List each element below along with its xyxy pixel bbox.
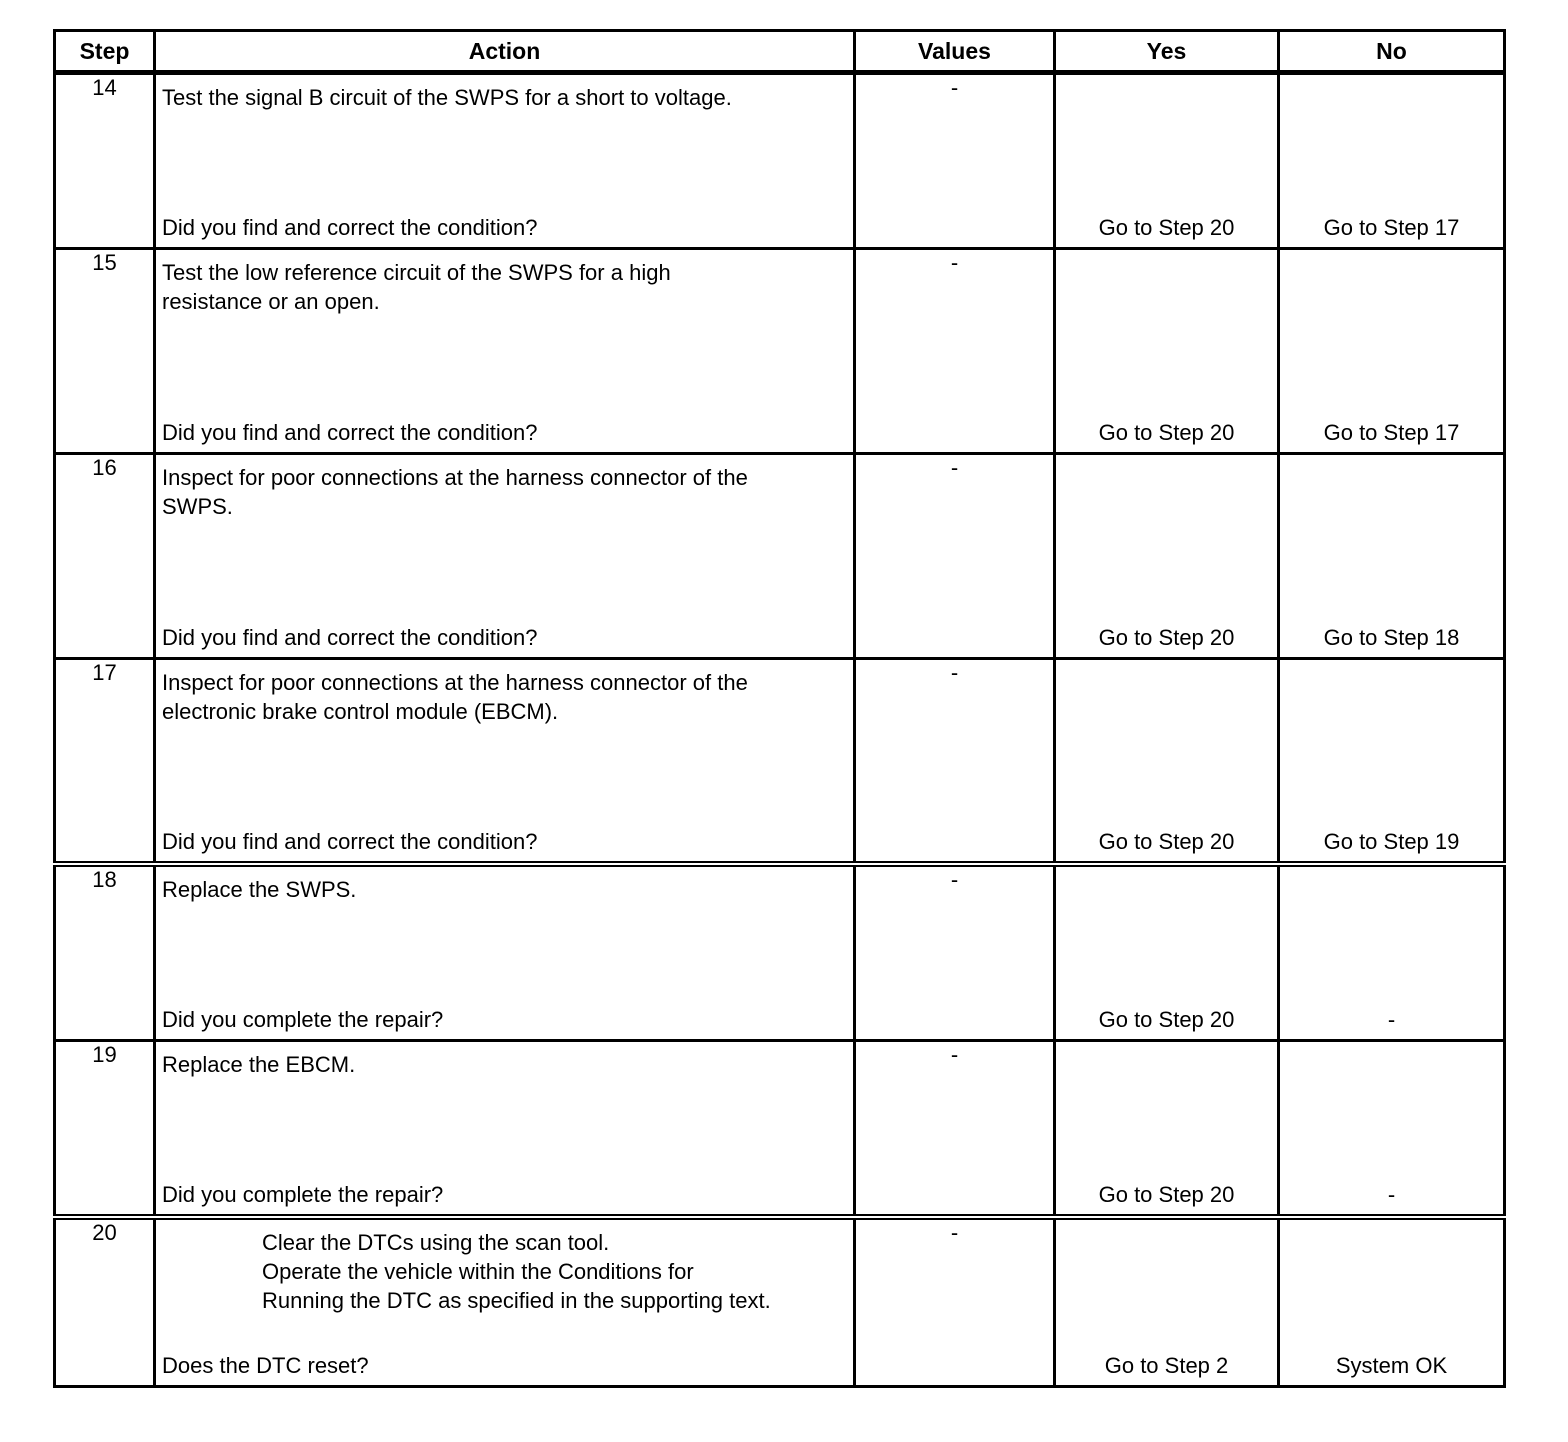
action-cell	[155, 659, 855, 864]
action-instruction	[162, 83, 845, 112]
yes-result: Go to Step 20	[1098, 1181, 1235, 1207]
action-line: Inspect for poor connections at the harness connector of the	[162, 670, 748, 695]
step-number: 17	[55, 659, 155, 864]
yes-result: Go to Step 20	[1098, 1007, 1235, 1032]
yes-cell	[1055, 864, 1279, 1041]
no-result: Go to Step 18	[1323, 625, 1460, 650]
action-instruction	[162, 875, 845, 904]
yes-cell	[1055, 1041, 1279, 1217]
yes-cell	[1055, 73, 1279, 249]
values-cell: -	[855, 659, 1055, 864]
action-cell	[155, 864, 855, 1041]
no-result: -	[1387, 1007, 1396, 1032]
no-cell	[1279, 1041, 1505, 1217]
table-row	[55, 659, 1505, 864]
no-result: Go to Step 19	[1323, 828, 1460, 854]
action-line: Operate the vehicle within the Conditions for	[262, 1258, 694, 1284]
no-cell	[1279, 249, 1505, 454]
action-question: Did you find and correct the condition?	[162, 625, 538, 650]
no-cell	[1279, 864, 1505, 1041]
action-instruction	[162, 258, 845, 316]
action-instruction	[262, 1228, 847, 1315]
step-number: 19	[55, 1041, 155, 1217]
header-yes: Yes	[1055, 31, 1279, 73]
action-question: Does the DTC reset?	[162, 1353, 369, 1378]
table-row	[55, 454, 1505, 659]
action-cell	[155, 73, 855, 249]
action-cell	[155, 249, 855, 454]
action-line: Clear the DTCs using the scan tool.	[262, 1229, 610, 1255]
no-result: System OK	[1335, 1353, 1448, 1378]
action-line: Replace the EBCM.	[162, 1052, 356, 1077]
no-result: Go to Step 17	[1323, 215, 1460, 240]
header-action: Action	[155, 31, 855, 73]
header-no: No	[1279, 31, 1505, 73]
diagnostic-table	[53, 29, 1506, 1388]
values-cell: -	[855, 73, 1055, 249]
action-line: Test the signal B circuit of the SWPS for a short to voltage.	[162, 85, 732, 110]
yes-result: Go to Step 20	[1098, 215, 1235, 240]
yes-cell	[1055, 249, 1279, 454]
action-instruction	[162, 1050, 845, 1079]
action-question: Did you find and correct the condition?	[162, 828, 538, 854]
table-row	[55, 249, 1505, 454]
action-instruction	[162, 463, 845, 521]
values-cell: -	[855, 454, 1055, 659]
no-result: Go to Step 17	[1323, 420, 1460, 445]
action-question: Did you complete the repair?	[162, 1181, 444, 1207]
action-line: Inspect for poor connections at the harness connector of the	[162, 465, 748, 490]
step-number: 15	[55, 249, 155, 454]
yes-result: Go to Step 2	[1104, 1353, 1229, 1378]
yes-result: Go to Step 20	[1098, 420, 1235, 445]
values-cell: -	[855, 249, 1055, 454]
values-cell: -	[855, 864, 1055, 1041]
values-cell: -	[855, 1041, 1055, 1217]
values-cell: -	[855, 1217, 1055, 1387]
action-line: Test the low reference circuit of the SWPS for a high	[162, 260, 671, 285]
table-row	[55, 1217, 1505, 1387]
table-row	[55, 73, 1505, 249]
action-line: Running the DTC as specified in the supporting text.	[262, 1287, 771, 1313]
yes-cell	[1055, 1217, 1279, 1387]
step-number: 16	[55, 454, 155, 659]
table-row	[55, 864, 1505, 1041]
yes-result: Go to Step 20	[1098, 828, 1235, 854]
action-line: electronic brake control module (EBCM).	[162, 699, 559, 724]
action-cell	[155, 454, 855, 659]
action-question: Did you complete the repair?	[162, 1007, 444, 1032]
header-step: Step	[55, 31, 155, 73]
action-line: resistance or an open.	[162, 289, 380, 314]
action-question: Did you find and correct the condition?	[162, 420, 538, 445]
action-instruction	[162, 668, 845, 726]
no-cell	[1279, 454, 1505, 659]
action-cell	[155, 1041, 855, 1217]
step-number: 20	[55, 1217, 155, 1387]
action-question: Did you find and correct the condition?	[162, 215, 538, 240]
action-line: SWPS.	[162, 494, 233, 519]
no-cell	[1279, 73, 1505, 249]
no-cell	[1279, 659, 1505, 864]
no-result: -	[1387, 1181, 1396, 1207]
step-number: 18	[55, 864, 155, 1041]
yes-cell	[1055, 659, 1279, 864]
action-line: Replace the SWPS.	[162, 876, 357, 902]
yes-result: Go to Step 20	[1098, 625, 1235, 650]
header-values: Values	[855, 31, 1055, 73]
yes-cell	[1055, 454, 1279, 659]
action-cell	[155, 1217, 855, 1387]
header-row	[55, 31, 1505, 73]
no-cell	[1279, 1217, 1505, 1387]
table-row	[55, 1041, 1505, 1217]
step-number: 14	[55, 73, 155, 249]
